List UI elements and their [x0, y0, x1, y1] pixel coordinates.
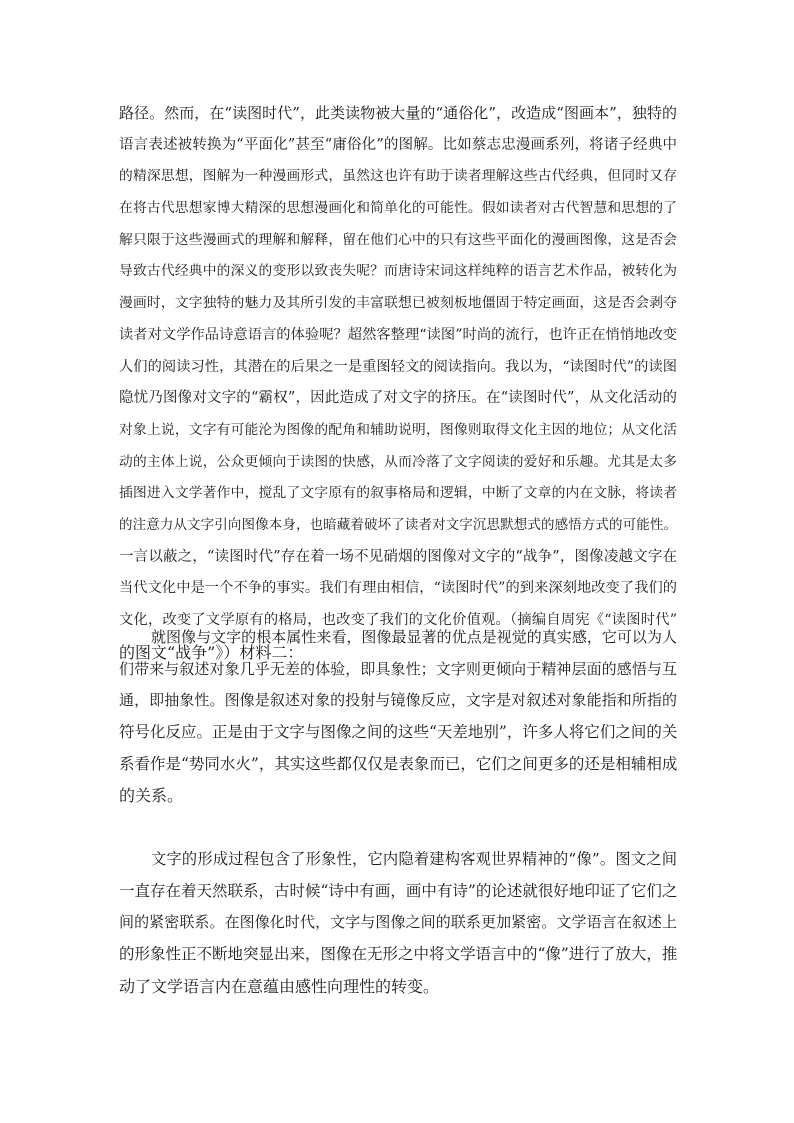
paragraph-line: 导致古代经典中的深义的变形以致丧失呢？而唐诗宋词这样纯粹的语言艺术作品，被转化为 [119, 263, 677, 280]
paragraph-line: 人们的阅读习性，其潜在的后果之一是重图轻文的阅读指向。我以为，“读图时代”的读图 [119, 358, 677, 375]
paragraph-line: 动的主体上说，公众更倾向于读图的快感，从而冷落了文字阅读的爱好和乐趣。尤其是太多 [119, 453, 677, 470]
paragraph-line: 文字的形成过程包含了形象性，它内隐着建构客观世界精神的“像”。图文之间 [151, 850, 677, 868]
paragraph-line: 文化，改变了文学原有的格局，也改变了我们的文化价值观。（摘编自周宪《“读图时代” [119, 612, 677, 628]
paragraph-1 [119, 98, 677, 668]
paragraph-line: 间的紧密联系。在图像化时代，文字与图像之间的联系更加紧密。文学语言在叙述上 [119, 913, 677, 932]
paragraph-line: 的关系。 [119, 786, 184, 806]
paragraph-2 [119, 622, 677, 812]
paragraph-line: 动了文学语言内在意蕴由感性向理性的转变。 [119, 976, 440, 996]
paragraph-3 [119, 844, 677, 1002]
paragraph-line: 们带来与叙述对象几乎无差的体验，即具象性；文字则更倾向于精神层面的感悟与互 [119, 659, 677, 678]
paragraph-line: 漫画时，文字独特的魅力及其所引发的丰富联想已被刻板地僵固于特定画面，这是否会剥夺 [119, 295, 677, 312]
paragraph-line: 符号化反应。正是由于文字与图像之间的这些“天差地别”，许多人将它们之间的关 [119, 723, 677, 742]
paragraph-line: 读者对文学作品诗意语言的体验呢？超然客整理“读图”时尚的流行，也许正在悄悄地改变 [119, 326, 677, 343]
paragraph-line: 插图进入文学著作中，搅乱了文字原有的叙事格局和逻辑，中断了文章的内在文脉，将读者 [119, 485, 677, 502]
paragraph-line: 当代文化中是一个不争的事实。我们有理由相信，“读图时代”的到来深刻地改变了我们的 [119, 580, 677, 597]
paragraph-line: 的图文“战争”》）材料二： [119, 642, 304, 662]
paragraph-line: 系看作是“势同水火”，其实这些都仅仅是表象而已，它们之间更多的还是相辅相成 [119, 754, 677, 773]
paragraph-line: 解只限于这些漫画式的理解和解释，留在他们心中的只有这些平面化的漫画图像，这是否会 [119, 231, 677, 248]
paragraph-line: 一言以蔽之，“读图时代”存在着一场不见硝烟的图像对文字的“战争”，图像凌越文字在 [119, 548, 677, 565]
paragraph-line: 一直存在着天然联系，古时候“诗中有画，画中有诗”的论述就很好地印证了它们之 [119, 881, 677, 900]
paragraph-line: 对象上说，文字有可能沦为图像的配角和辅助说明，图像则取得文化主因的地位；从文化活 [119, 421, 677, 438]
paragraph-line: 的精深思想，图解为一种漫画形式，虽然这也许有助于读者理解这些古代经典，但同时又存 [119, 168, 677, 185]
paragraph-line: 在将古代思想家博大精深的思想漫画化和简单化的可能性。假如读者对古代智慧和思想的了 [119, 200, 677, 217]
paragraph-line: 的注意力从文字引向图像本身，也暗藏着破坏了读者对文字沉思默想式的感悟方式的可能性。 [119, 516, 677, 533]
paragraph-line: 通，即抽象性。图像是叙述对象的投射与镜像反应，文字是对叙述对象能指和所指的 [119, 691, 677, 710]
paragraph-line: 语言表述被转换为“平面化”甚至“庸俗化”的图解。比如蔡志忠漫画系列，将诸子经典中 [119, 136, 677, 153]
paragraph-line: 路径。然而，在“读图时代”，此类读物被大量的“通俗化”，改造成“图画本”，独特的 [119, 104, 677, 122]
paragraph-line: 的形象性正不断地突显出来，图像在无形之中将文学语言中的“像”进行了放大，推 [119, 945, 677, 964]
paragraph-line: 隐忧乃图像对文字的“霸权”，因此造成了对文字的挤压。在“读图时代”，从文化活动的 [119, 390, 677, 407]
paragraph-line: 就图像与文字的根本属性来看，图像最显著的优点是视觉的真实感，它可以为人 [151, 628, 677, 646]
